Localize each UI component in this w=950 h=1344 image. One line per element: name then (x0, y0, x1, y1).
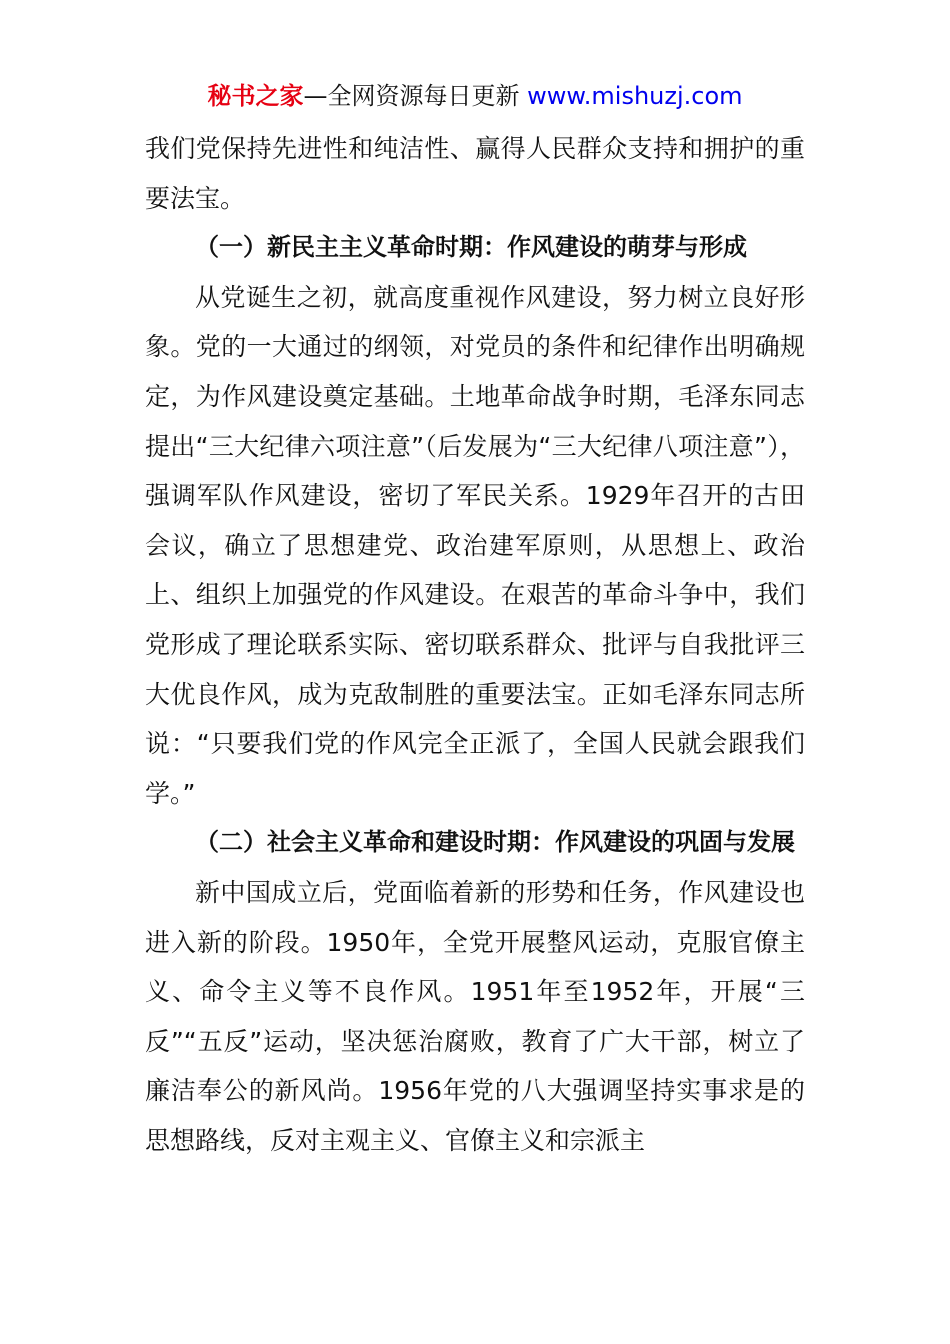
paragraph-2: 新中国成立后，党面临着新的形势和任务，作风建设也进入新的阶段。1950年，全党开展整风运动，克服官僚主义、命令主义等不良作风。1951年至1952年，开展“三反”“五反”运动，坚决惩治腐败，教育了广大干部，树立了廉洁奉公的新风尚。1956年党的八大强调坚持实事求是的思想路线，反对主观主义、官僚主义和宗派主 (145, 877, 805, 1155)
section-heading-1: （一）新民主主义革命时期：作风建设的萌芽与形成 (195, 233, 747, 262)
paragraph-1: 从党诞生之初，就高度重视作风建设，努力树立良好形象。党的一大通过的纲领，对党员的条件和纪律作出明确规定，为作风建设奠定基础。土地革命战争时期，毛泽东同志提出“三大纪律六项注意”（后发展为“三大纪律八项注意”），强调军队作风建设，密切了军民关系。1929年召开的古田会议，确立了思想建党、政治建军原则，从思想上、政治上、组织上加强党的作风建设。在艰苦的革命斗争中，我们党形成了理论联系实际、密切联系群众、批评与自我批评三大优良作风，成为克敌制胜的重要法宝。正如毛泽东同志所说：“只要我们党的作风完全正派了，全国人民就会跟我们学。” (145, 282, 805, 808)
document-body (145, 124, 805, 1165)
site-brand: 秘书之家 (207, 82, 304, 110)
site-tagline: —全网资源每日更新 (303, 82, 528, 110)
paragraph-continued: 我们党保持先进性和纯洁性、赢得人民群众支持和拥护的重要法宝。 (145, 134, 805, 213)
site-url-link[interactable]: www.mishuzj.com (527, 82, 743, 110)
site-header (0, 80, 950, 112)
section-heading-2: （二）社会主义革命和建设时期：作风建设的巩固与发展 (195, 828, 795, 857)
